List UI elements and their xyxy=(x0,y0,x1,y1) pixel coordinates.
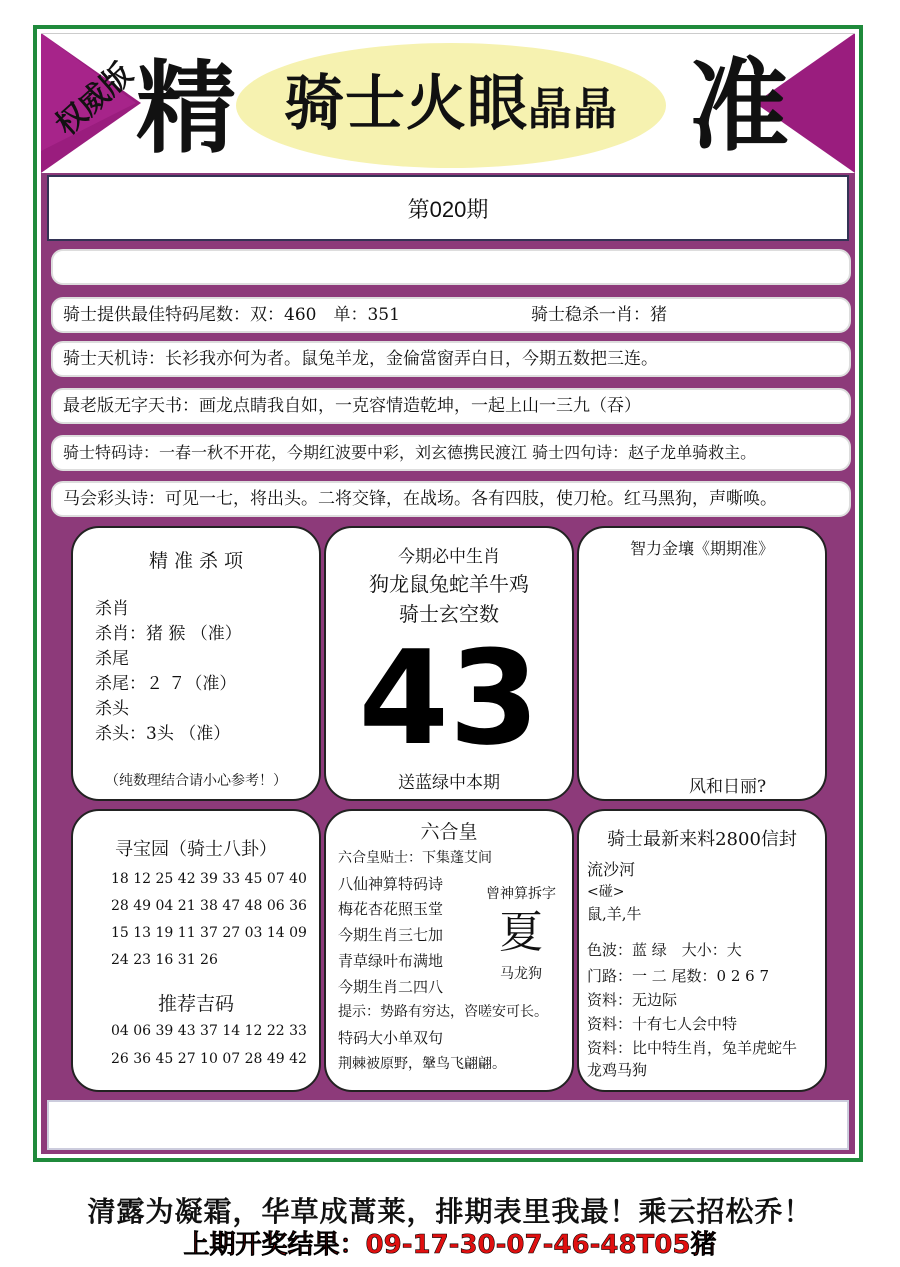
center-box xyxy=(324,526,574,801)
kill-title: 精 准 杀 项 xyxy=(148,550,244,572)
row-wuzi-tianshu: 最老版无字天书：画龙点睛我自如，一克容情造乾坤，一起上山一三九（吞） xyxy=(51,388,851,424)
jima-row: 26 36 45 27 10 07 28 49 42 xyxy=(111,1051,307,1067)
xunbao-row: 28 49 04 21 38 47 48 06 36 xyxy=(111,898,307,914)
latest-title: 骑士最新来料2800信封 xyxy=(607,829,797,850)
baxian-line: 青草绿叶布满地 xyxy=(338,952,444,970)
page-title xyxy=(246,71,656,143)
chaizi-char: 夏 xyxy=(499,907,543,958)
header-right-char: 准 xyxy=(689,47,789,165)
latest-line: <碰> xyxy=(587,884,625,900)
row-tema-poem: 骑士特码诗：一春一秋不开花，今期红波要中彩，刘玄德携民渡江 骑士四句诗：赵子龙单骑救主。 xyxy=(51,435,851,471)
row-tail-numbers xyxy=(51,297,851,333)
kill-line: 杀头 xyxy=(95,699,129,719)
chaizi-animals: 马龙狗 xyxy=(500,966,542,982)
row1-right: 骑士稳杀一肖：猪 xyxy=(531,305,667,325)
header-banner xyxy=(41,33,855,173)
xunbao-row: 24 23 16 31 26 xyxy=(111,952,218,968)
xuankong-title: 骑士玄空数 xyxy=(399,602,499,626)
zhili-bottom: 风和日丽? xyxy=(689,777,767,797)
liuhe-last: 荆棘被原野，鞶鸟飞翩翩。 xyxy=(338,1056,506,1072)
title-main: 骑士火眼 xyxy=(284,69,528,139)
must-zodiac-title: 今期必中生肖 xyxy=(398,547,500,567)
authority-badge: 权威版 xyxy=(49,56,140,143)
content-panel xyxy=(41,33,855,1154)
must-zodiac-list: 狗龙鼠兔蛇羊牛鸡 xyxy=(369,572,529,596)
baxian-line: 梅花杏花照玉堂 xyxy=(338,900,444,918)
latest-line: 资料：无边际 xyxy=(587,991,678,1009)
zhili-box xyxy=(577,526,827,801)
latest-box xyxy=(577,809,827,1092)
page-frame xyxy=(33,25,863,1162)
xunbao-title: 寻宝园（骑士八卦） xyxy=(115,839,277,860)
last-draw-result: 上期开奖结果：09-17-30-07-46-48T05猪 xyxy=(183,1230,717,1260)
liuhe-title: 六合皇 xyxy=(420,821,478,843)
liuhe-sub: 特码大小单双句 xyxy=(338,1029,444,1047)
latest-line: 资料：十有七人会中特 xyxy=(587,1015,738,1033)
xunbao-row: 18 12 25 42 39 33 45 07 40 xyxy=(111,871,307,887)
baxian-line: 今期生肖二四八 xyxy=(338,978,444,996)
baxian-line: 今期生肖三七加 xyxy=(338,926,444,944)
chaizi-title: 曾神算拆字 xyxy=(486,886,556,902)
kill-box xyxy=(71,526,321,801)
latest-line: 资料：比中特生肖，兔羊虎蛇牛 xyxy=(587,1039,798,1057)
kill-line: 杀尾：２ ７（准） xyxy=(95,674,237,694)
row-caitou-poem: 马会彩头诗：可见一七，将出头。二将交锋，在战场。各有四肢，使刀枪。红马黑狗，声嘶唤。 xyxy=(51,481,851,517)
xuankong-number: 43 xyxy=(358,622,540,774)
latest-line: 色波：蓝 绿 大小：大 xyxy=(587,941,742,959)
title-small: 晶晶 xyxy=(528,84,618,135)
empty-row xyxy=(51,249,851,285)
liuhe-box xyxy=(324,809,574,1092)
latest-line: 鼠,羊,牛 xyxy=(587,905,642,923)
kill-line: 杀肖：猪 猴 （准） xyxy=(95,624,242,644)
kill-line: 杀肖 xyxy=(95,599,129,619)
kill-line: 杀头：3头 （准） xyxy=(95,724,231,744)
empty-footer-band xyxy=(47,1100,849,1150)
kill-note: （纯数理结合请小心参考！） xyxy=(105,773,287,789)
zhili-title: 智力金壤《期期准》 xyxy=(629,539,774,558)
jima-title: 推荐吉码 xyxy=(157,993,234,1015)
latest-line: 龙鸡马狗 xyxy=(587,1061,648,1079)
center-bottom-text: 送蓝绿中本期 xyxy=(398,773,500,793)
row1-left: 骑士提供最佳特码尾数：双：460 单：351 xyxy=(63,305,400,325)
baxian-title: 八仙神算特码诗 xyxy=(338,875,444,893)
jima-row: 04 06 39 43 37 14 12 22 33 xyxy=(111,1023,307,1039)
kill-line: 杀尾 xyxy=(95,649,129,669)
slogan: 清露为凝霜，华草成蒿莱，排期表里我最！乘云招松乔！ xyxy=(87,1195,813,1228)
header-left-char: 精 xyxy=(136,49,236,167)
xunbao-box xyxy=(71,809,321,1092)
latest-line: 门路：一 二 尾数：0 2 6 7 xyxy=(587,967,770,985)
issue-number: 第020期 xyxy=(47,175,849,241)
latest-line: 流沙河 xyxy=(587,860,636,879)
liuhe-tie: 六合皇贴士：下集蓬艾间 xyxy=(338,850,492,866)
liuhe-hint: 提示：势路有穷达，咨嗟安可长。 xyxy=(338,1004,548,1020)
xunbao-row: 15 13 19 11 37 27 03 14 09 xyxy=(111,925,307,941)
row-tianji-poem: 骑士天机诗：长衫我亦何为者。鼠兔羊龙，金倫當窗弄白日，今期五数把三连。 xyxy=(51,341,851,377)
